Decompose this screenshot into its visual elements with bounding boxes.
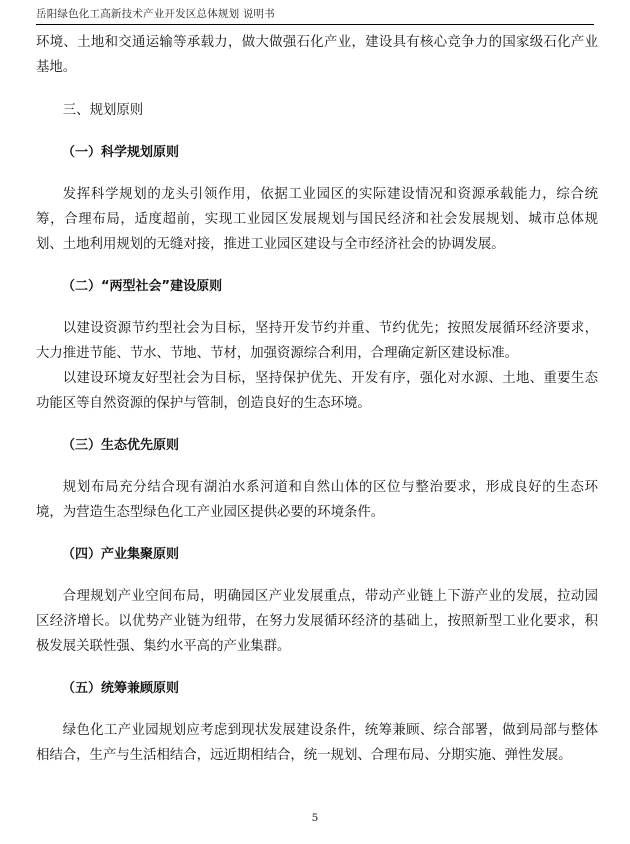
section-heading: 三、规划原则 <box>62 103 144 118</box>
running-header: 岳阳绿色化工高新技术产业开发区总体规划 说明书 <box>36 6 594 25</box>
paragraph: 以建设资源节约型社会为目标，坚持开发节约并重、节约优先；按照发展循环经济要求，大力推进节能、节水、节地、节材，加强资源综合利用，合理确定新区建设标准。 <box>36 321 598 361</box>
paragraph-continued: 环境、土地和交通运输等承载力，做大做强石化产业，建设具有核心竞争力的国家级石化产业基地。 <box>36 35 598 75</box>
subsection-heading-4: （四）产业集聚原则 <box>62 547 180 562</box>
subsection-heading-1: （一）科学规划原则 <box>62 145 180 160</box>
page-number: 5 <box>311 812 319 824</box>
paragraph: 绿色化工产业园规划应考虑到现状发展建设条件，统筹兼顾、综合部署，做到局部与整体相结合，生产与生活相结合，远近期相结合，统一规划、合理布局、分期实施、弹性发展。 <box>36 723 598 763</box>
document-body <box>36 30 598 768</box>
paragraph: 以建设环境友好型社会为目标，坚持保护优先、开发有序，强化对水源、土地、重要生态功能区等自然资源的保护与管制，创造良好的生态环境。 <box>36 371 598 411</box>
subsection-heading-5: （五）统筹兼顾原则 <box>62 681 180 696</box>
paragraph: 发挥科学规划的龙头引领作用，依据工业园区的实际建设情况和资源承载能力，综合统筹，合理布局，适度超前，实现工业园区发展规划与国民经济和社会发展规划、城市总体规划、土地利用规划的无缝对接，推进工业园区建设与全市经济社会的协调发展。 <box>36 187 598 252</box>
subsection-heading-3: （三）生态优先原则 <box>62 438 180 453</box>
paragraph: 合理规划产业空间布局，明确园区产业发展重点，带动产业链上下游产业的发展，拉动园区经济增长。以优势产业链为纽带，在努力发展循环经济的基础上，按照新型工业化要求，积极发展关联性强、集约水平高的产业集群。 <box>36 589 598 654</box>
paragraph: 规划布局充分结合现有湖泊水系河道和自然山体的区位与整治要求，形成良好的生态环境，为营造生态型绿色化工产业园区提供必要的环境条件。 <box>36 480 598 520</box>
subsection-heading-2: （二）“两型社会”建设原则 <box>62 279 223 294</box>
